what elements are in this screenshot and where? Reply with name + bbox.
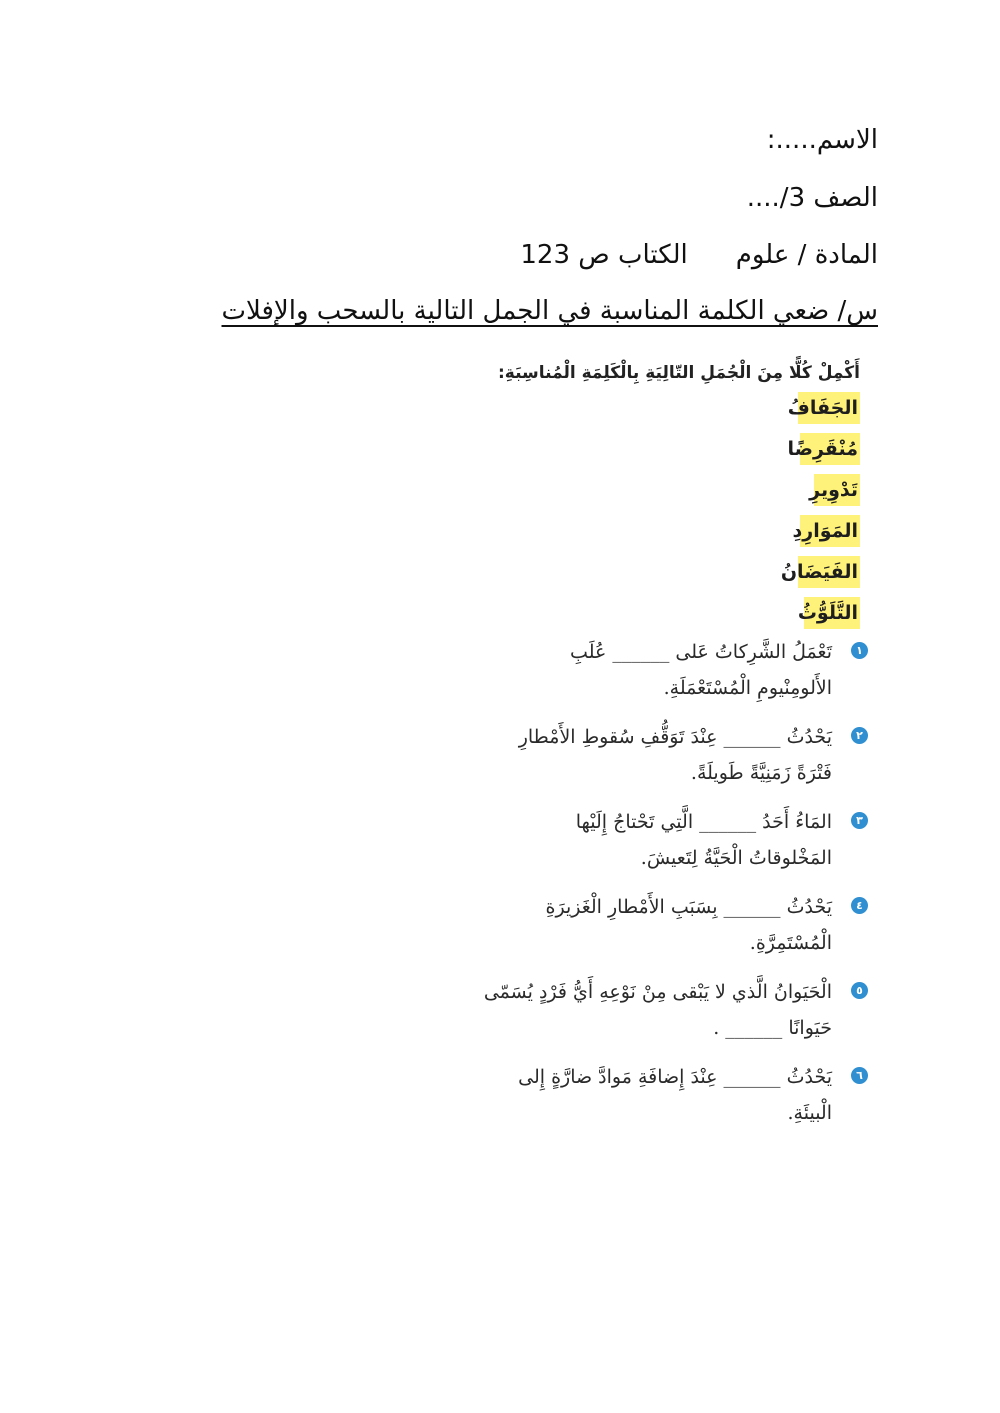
question-number-badge: ٤: [851, 897, 868, 914]
draggable-word[interactable]: مُنْقَرِضًا: [800, 433, 860, 465]
draggable-word[interactable]: التَّلَوُّثُ: [804, 597, 860, 629]
subject-label: المادة / علوم: [735, 240, 878, 270]
word-bank-section: [498, 358, 860, 638]
word-bank: [520, 392, 860, 629]
draggable-word[interactable]: تَدْوِيرِ: [814, 474, 860, 506]
question-text-line1: المَاءُ أَحَدُ ______ الَّتِي تَحْتاجُ إِلَيْها: [575, 811, 832, 833]
question-item: [510, 804, 863, 876]
draggable-word[interactable]: المَوَارِدِ: [800, 515, 860, 547]
class-label: الصف 3/....: [746, 183, 878, 213]
question-text-line1: يَحْدُثُ ______ بِسَبَبِ الأَمْطارِ الْغَزيرَةِ: [545, 896, 832, 918]
question-text-line2: الْبيئَةِ.: [787, 1102, 832, 1124]
question-item: [510, 634, 863, 706]
question-text-line1: تَعْمَلُ الشَّرِكاتُ عَلى ______ عُلَبِ: [570, 641, 832, 663]
question-text-line2: فَتْرَةً زَمَنِيَّةً طَويلَةً.: [690, 762, 832, 784]
question-item: [510, 1059, 863, 1131]
question-number-badge: ٣: [851, 812, 868, 829]
question-item: [483, 974, 863, 1046]
question-text-line2: الْمُسْتَمِرَّةِ.: [749, 932, 832, 954]
question-text-line1: الْحَيَوانُ الَّذي لا يَبْقى مِنْ نَوْعِهِ أَيُّ فَرْدٍ يُسَمّى: [483, 981, 832, 1003]
draggable-word[interactable]: الجَفَافُ: [798, 392, 860, 424]
question-item: [510, 889, 863, 961]
question-number-badge: ٥: [851, 982, 868, 999]
instruction-text: أَكْمِلْ كُلًّا مِنَ الْجُمَلِ التّالِيَةِ بِالْكَلِمَةِ الْمُناسِبَةِ:: [498, 363, 860, 383]
question-prompt: س/ ضعي الكلمة المناسبة في الجمل التالية بالسحب والإفلات: [221, 296, 878, 326]
question-text-line2: المَخْلوقاتُ الْحَيَّةُ لِتَعيشَ.: [640, 847, 832, 869]
draggable-word[interactable]: الفَيَضَانُ: [798, 556, 860, 588]
question-text-line1: يَحْدُثُ ______ عِنْدَ تَوَقُّفِ سُقوطِ الأَمْطارِ: [518, 726, 832, 748]
question-text-line2: الأَلومِنْيومِ الْمُسْتَعْمَلَةِ.: [663, 677, 832, 699]
student-name-label: الاسم.....:: [766, 125, 878, 155]
question-number-badge: ٢: [851, 727, 868, 744]
question-list: [483, 634, 863, 1144]
subject-line: [520, 237, 878, 273]
question-number-badge: ٦: [851, 1067, 868, 1084]
question-number-badge: ١: [851, 642, 868, 659]
question-item: [510, 719, 863, 791]
question-text-line2: حَيَوانًا ______ .: [713, 1017, 832, 1039]
question-text-line1: يَحْدُثُ ______ عِنْدَ إِضافَةِ مَوادَّ ضارَّةٍ إِلى: [518, 1066, 832, 1088]
book-page-label: الكتاب ص 123: [520, 240, 688, 270]
